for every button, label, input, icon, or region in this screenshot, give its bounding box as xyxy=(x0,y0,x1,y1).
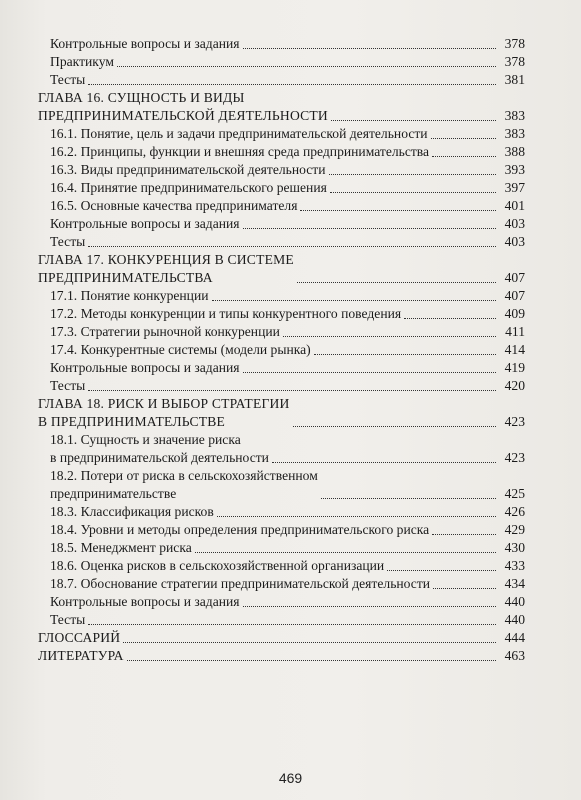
toc-page-number: 429 xyxy=(504,522,525,537)
toc-entry-title: Контрольные вопросы и задания xyxy=(50,594,240,609)
toc-entry xyxy=(30,215,525,233)
toc-entry xyxy=(30,71,525,89)
toc-entry xyxy=(30,125,525,143)
toc-page-number: 434 xyxy=(504,576,525,591)
dot-leader xyxy=(127,660,496,661)
dot-leader xyxy=(283,336,496,337)
toc-entry-title: 17.4. Конкурентные системы (модели рынка) xyxy=(50,342,311,357)
toc-entry-title xyxy=(38,395,290,431)
dot-leader xyxy=(404,318,496,319)
toc-chapter-entry xyxy=(30,251,525,287)
dot-leader xyxy=(431,138,496,139)
toc-entry-title-line: ПРЕДПРИНИМАТЕЛЬСТВА xyxy=(38,270,213,285)
dot-leader xyxy=(272,462,496,463)
toc-entry xyxy=(30,611,525,629)
toc-entry xyxy=(30,323,525,341)
toc-entry-title-line: 18.1. Сущность и значение риска xyxy=(50,432,241,447)
toc-entry-title: 16.2. Принципы, функции и внешняя среда предпринимательства xyxy=(50,144,430,159)
toc-entry xyxy=(30,341,525,359)
toc-entry-title-line: В ПРЕДПРИНИМАТЕЛЬСТВЕ xyxy=(38,414,226,429)
toc-entry xyxy=(30,377,525,395)
toc-page-number: 425 xyxy=(504,486,525,501)
toc-entry-title: 16.5. Основные качества предпринимателя xyxy=(50,198,298,213)
dot-leader xyxy=(297,282,496,283)
dot-leader xyxy=(212,300,497,301)
toc-page-number: 409 xyxy=(504,306,525,321)
toc-page-number: 426 xyxy=(504,504,525,519)
toc-page-number: 407 xyxy=(504,288,525,303)
dot-leader xyxy=(314,354,496,355)
toc-page-number: 463 xyxy=(504,648,525,663)
dot-leader xyxy=(300,210,496,211)
toc-entry xyxy=(30,521,525,539)
toc-page-number: 423 xyxy=(504,450,525,465)
dot-leader xyxy=(88,390,496,391)
dot-leader xyxy=(387,570,496,571)
dot-leader xyxy=(243,228,496,229)
toc-entry xyxy=(30,179,525,197)
toc-page-number: 378 xyxy=(504,54,525,69)
dot-leader xyxy=(217,516,496,517)
toc-entry-title: 16.1. Понятие, цель и задачи предпринимательской деятельности xyxy=(50,126,428,141)
toc-entry xyxy=(30,503,525,521)
toc-entry-title xyxy=(50,467,318,503)
toc-page-number: 411 xyxy=(505,324,525,339)
dot-leader xyxy=(432,534,496,535)
dot-leader xyxy=(88,246,496,247)
table-of-contents xyxy=(30,35,525,665)
toc-page-number: 414 xyxy=(504,342,525,357)
toc-page-number: 403 xyxy=(504,216,525,231)
toc-entry-title-line: 18.2. Потери от риска в сельскохозяйственном xyxy=(50,468,318,483)
toc-page-number: 430 xyxy=(504,540,525,555)
toc-page-number: 383 xyxy=(504,126,525,141)
toc-page-number: 401 xyxy=(504,198,525,213)
toc-entry-title: Тесты xyxy=(50,612,86,627)
toc-chapter-entry xyxy=(30,629,525,647)
toc-entry xyxy=(30,467,525,503)
toc-entry-title: Тесты xyxy=(50,72,86,87)
toc-entry-title: 16.3. Виды предпринимательской деятельности xyxy=(50,162,326,177)
toc-entry-title: Практикум xyxy=(50,54,114,69)
toc-page-number: 383 xyxy=(504,108,525,123)
toc-page-number: 444 xyxy=(504,630,525,645)
dot-leader xyxy=(330,192,496,193)
toc-entry-title: 18.3. Классификация рисков xyxy=(50,504,214,519)
toc-entry xyxy=(30,287,525,305)
toc-entry xyxy=(30,593,525,611)
toc-page-number: 381 xyxy=(504,72,525,87)
toc-page-number: 397 xyxy=(504,180,525,195)
toc-entry-title xyxy=(38,251,294,287)
toc-entry-title: Тесты xyxy=(50,378,86,393)
dot-leader xyxy=(117,66,496,67)
toc-entry-title: 18.4. Уровни и методы определения предпринимательского риска xyxy=(50,522,430,537)
toc-entry-title: 17.1. Понятие конкуренции xyxy=(50,288,209,303)
toc-chapter-entry xyxy=(30,647,525,665)
toc-page-number: 440 xyxy=(504,594,525,609)
toc-entry-title: 18.7. Обоснование стратегии предпринимательской деятельности xyxy=(50,576,431,591)
toc-entry-title-line: ПРЕДПРИНИМАТЕЛЬСКОЙ ДЕЯТЕЛЬНОСТИ xyxy=(38,108,328,123)
toc-entry xyxy=(30,557,525,575)
dot-leader xyxy=(331,120,496,121)
toc-page-number: 420 xyxy=(504,378,525,393)
toc-entry-title: Контрольные вопросы и задания xyxy=(50,360,240,375)
dot-leader xyxy=(293,426,496,427)
toc-page-number: 393 xyxy=(504,162,525,177)
dot-leader xyxy=(432,156,496,157)
toc-entry xyxy=(30,575,525,593)
dot-leader xyxy=(433,588,496,589)
toc-chapter-entry xyxy=(30,89,525,125)
toc-entry xyxy=(30,53,525,71)
toc-entry-title: 17.3. Стратегии рыночной конкуренции xyxy=(50,324,280,339)
toc-entry-title: 18.5. Менеджмент риска xyxy=(50,540,192,555)
toc-page-number: 388 xyxy=(504,144,525,159)
dot-leader xyxy=(88,84,496,85)
dot-leader xyxy=(195,552,496,553)
toc-entry xyxy=(30,431,525,467)
toc-entry-title: Контрольные вопросы и задания xyxy=(50,36,240,51)
toc-entry xyxy=(30,539,525,557)
dot-leader xyxy=(123,642,496,643)
toc-page-number: 440 xyxy=(504,612,525,627)
toc-entry xyxy=(30,143,525,161)
dot-leader xyxy=(329,174,497,175)
dot-leader xyxy=(321,498,496,499)
toc-entry-title: 17.2. Методы конкуренции и типы конкурентного поведения xyxy=(50,306,402,321)
toc-page-number: 378 xyxy=(504,36,525,51)
dot-leader xyxy=(243,372,496,373)
dot-leader xyxy=(88,624,496,625)
toc-page-number: 419 xyxy=(504,360,525,375)
toc-entry-title: Тесты xyxy=(50,234,86,249)
toc-entry-title: ЛИТЕРАТУРА xyxy=(38,648,124,663)
toc-entry-title-line: ГЛАВА 18. РИСК И ВЫБОР СТРАТЕГИИ xyxy=(38,396,290,411)
toc-page-number: 433 xyxy=(504,558,525,573)
toc-entry xyxy=(30,359,525,377)
toc-entry xyxy=(30,197,525,215)
toc-entry-title-line: ГЛАВА 17. КОНКУРЕНЦИЯ В СИСТЕМЕ xyxy=(38,252,294,267)
dot-leader xyxy=(243,606,496,607)
toc-entry-title xyxy=(38,89,328,125)
toc-page-number: 423 xyxy=(504,414,525,429)
toc-entry-title: Контрольные вопросы и задания xyxy=(50,216,240,231)
toc-entry-title: ГЛОССАРИЙ xyxy=(38,630,121,645)
toc-entry xyxy=(30,161,525,179)
dot-leader xyxy=(243,48,496,49)
toc-chapter-entry xyxy=(30,395,525,431)
toc-entry-title-line: ГЛАВА 16. СУЩНОСТЬ И ВИДЫ xyxy=(38,90,245,105)
toc-entry xyxy=(30,35,525,53)
toc-entry-title: 18.6. Оценка рисков в сельскохозяйственной организации xyxy=(50,558,385,573)
toc-entry xyxy=(30,233,525,251)
toc-entry xyxy=(30,305,525,323)
toc-entry-title xyxy=(50,431,269,467)
toc-page-number: 407 xyxy=(504,270,525,285)
toc-entry-title: 16.4. Принятие предпринимательского решения xyxy=(50,180,327,195)
toc-page-number: 403 xyxy=(504,234,525,249)
page-number: 469 xyxy=(278,770,303,786)
toc-entry-title-line: предпринимательстве xyxy=(50,486,177,501)
toc-entry-title-line: в предпринимательской деятельности xyxy=(50,450,269,465)
